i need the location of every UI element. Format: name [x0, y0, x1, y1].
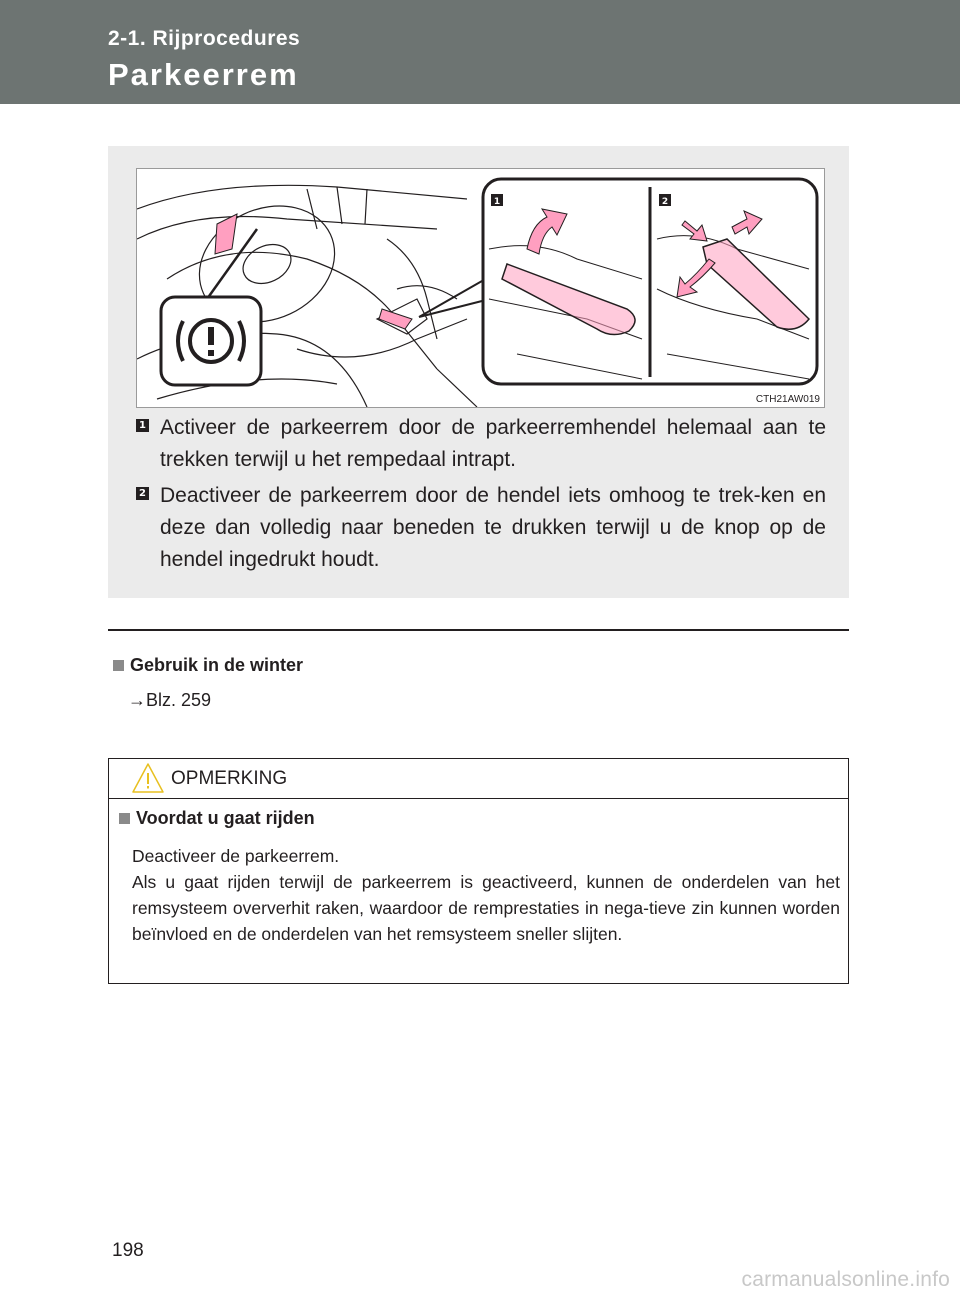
section-label: 2-1. Rijprocedures — [108, 27, 301, 50]
info-heading: Gebruik in de winter — [113, 655, 303, 676]
notice-header — [109, 759, 848, 799]
illustration-drawing — [137, 169, 824, 407]
notice-line-1: Deactiveer de parkeerrem. — [132, 846, 340, 866]
chapter-header — [0, 0, 960, 104]
notice-line-2: Als u gaat rijden terwijl de parkeerrem is geactiveerd, kunnen de onderdelen van het remsysteem oververhit raken, waardoor de remprestaties in nega-tieve zin kunnen worden beïnvloed en de onderdelen van het remsysteem sneller slijten. — [132, 872, 840, 944]
step-2 — [136, 480, 826, 576]
figure-code: CTH21AW019 — [755, 394, 820, 405]
warning-triangle-icon — [131, 762, 165, 794]
square-bullet-icon — [119, 813, 130, 824]
square-bullet-icon — [113, 660, 124, 671]
notice-body — [132, 843, 840, 947]
step-text: Deactiveer de parkeerrem door de hendel iets omhoog te trek-ken en deze dan volledig naar beneden te drukken terwijl u de knop op de hendel ingedrukt houdt. — [160, 484, 826, 571]
page-title: Parkeerrem — [108, 57, 299, 92]
step-number-badge: 1 — [136, 419, 149, 432]
callout-1: 1 — [493, 197, 501, 207]
page-reference-link[interactable]: →Blz. 259 — [128, 690, 212, 710]
notice-title: OPMERKING — [171, 768, 288, 789]
section-divider — [108, 629, 849, 631]
page-number: 198 — [112, 1240, 144, 1261]
callout-2: 2 — [661, 197, 669, 207]
watermark: carmanualsonline.info — [741, 1268, 950, 1291]
step-number-badge: 2 — [136, 487, 149, 500]
notice-subheading: Voordat u gaat rijden — [119, 808, 315, 829]
step-1 — [136, 412, 826, 476]
notice-box — [108, 758, 849, 984]
instruction-box — [108, 146, 849, 598]
parking-brake-illustration — [136, 168, 825, 408]
step-text: Activeer de parkeerrem door de parkeerremhendel helemaal aan te trekken terwijl u het rempedaal intrapt. — [160, 416, 826, 471]
